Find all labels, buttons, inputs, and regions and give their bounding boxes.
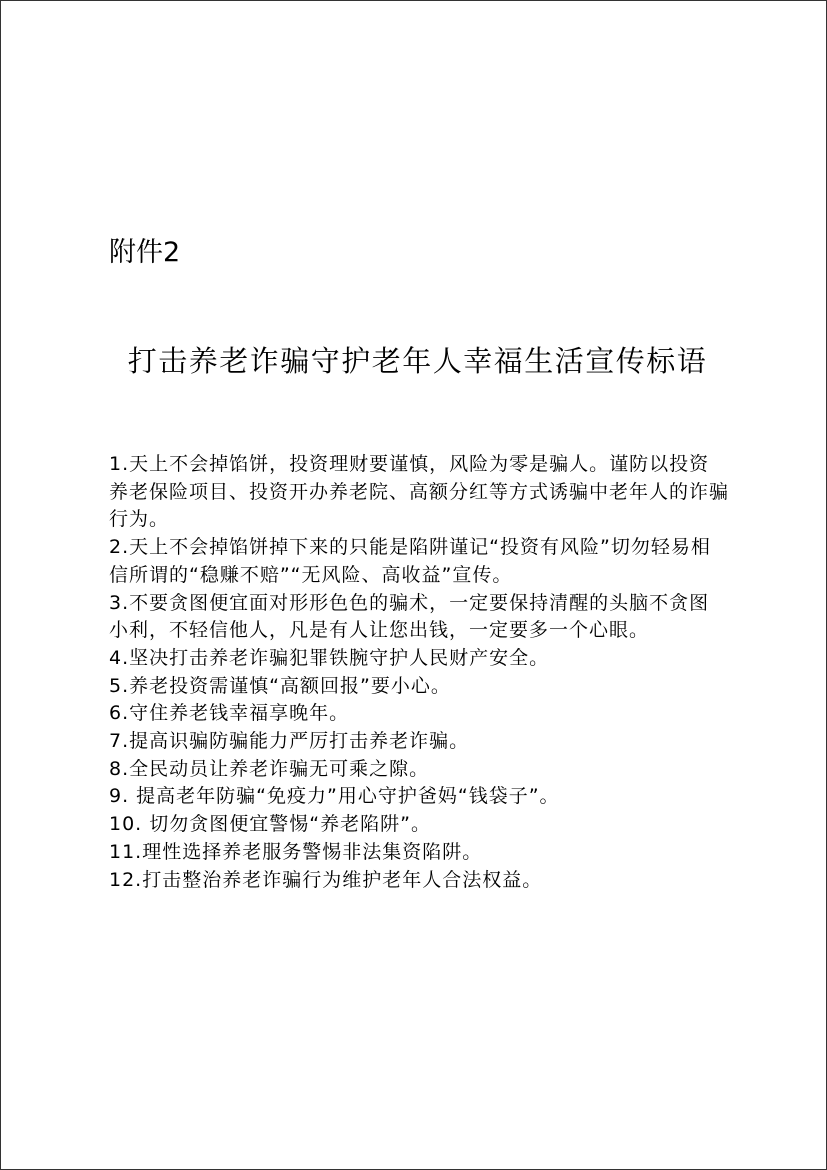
- attachment-label: 附件2: [109, 237, 181, 268]
- slogan-item-8: 8.全民动员让养老诈骗无可乘之隙。: [109, 757, 430, 780]
- slogan-item-4: 4.坚决打击养老诈骗犯罪铁腕守护人民财产安全。: [109, 646, 550, 669]
- slogan-item-6: 6.守住养老钱幸福享晚年。: [109, 702, 350, 725]
- slogan-item-12: 12.打击整治养老诈骗行为维护老年人合法权益。: [109, 868, 543, 891]
- slogan-item-3: 3.不要贪图便宜面对形形色色的骗术，一定要保持清醒的头脑不贪图小利，不轻信他人，凡是有人让您出钱，一定要多一个心眼。: [109, 591, 710, 642]
- slogan-item-2: 2.天上不会掉馅饼掉下来的只能是陷阱谨记“投资有风险”切勿轻易相信所谓的“稳赚不赔”“无风险、高收益”宣传。: [109, 536, 711, 586]
- slogan-item-11: 11.理性选择养老服务警惕非法集资陷阱。: [109, 840, 483, 863]
- slogan-item-7: 7.提高识骗防骗能力严厉打击养老诈骗。: [109, 730, 470, 753]
- slogan-item-1: 1.天上不会掉馅饼，投资理财要谨慎，风险为零是骗人。谨防以投资养老保险项目、投资开办养老院、高额分红等方式诱骗中老年人的诈骗行为。: [109, 453, 730, 531]
- slogan-item-10: 10. 切勿贪图便宜警惕“养老陷阱”。: [109, 813, 431, 836]
- slogan-list: [109, 451, 729, 894]
- slogan-item-9: 9. 提高老年防骗“免疫力”用心守护爸妈“钱袋子”。: [109, 785, 560, 808]
- slogan-item-5: 5.养老投资需谨慎“高额回报”要小心。: [109, 674, 451, 697]
- document-title: 打击养老诈骗守护老年人幸福生活宣传标语: [127, 344, 708, 378]
